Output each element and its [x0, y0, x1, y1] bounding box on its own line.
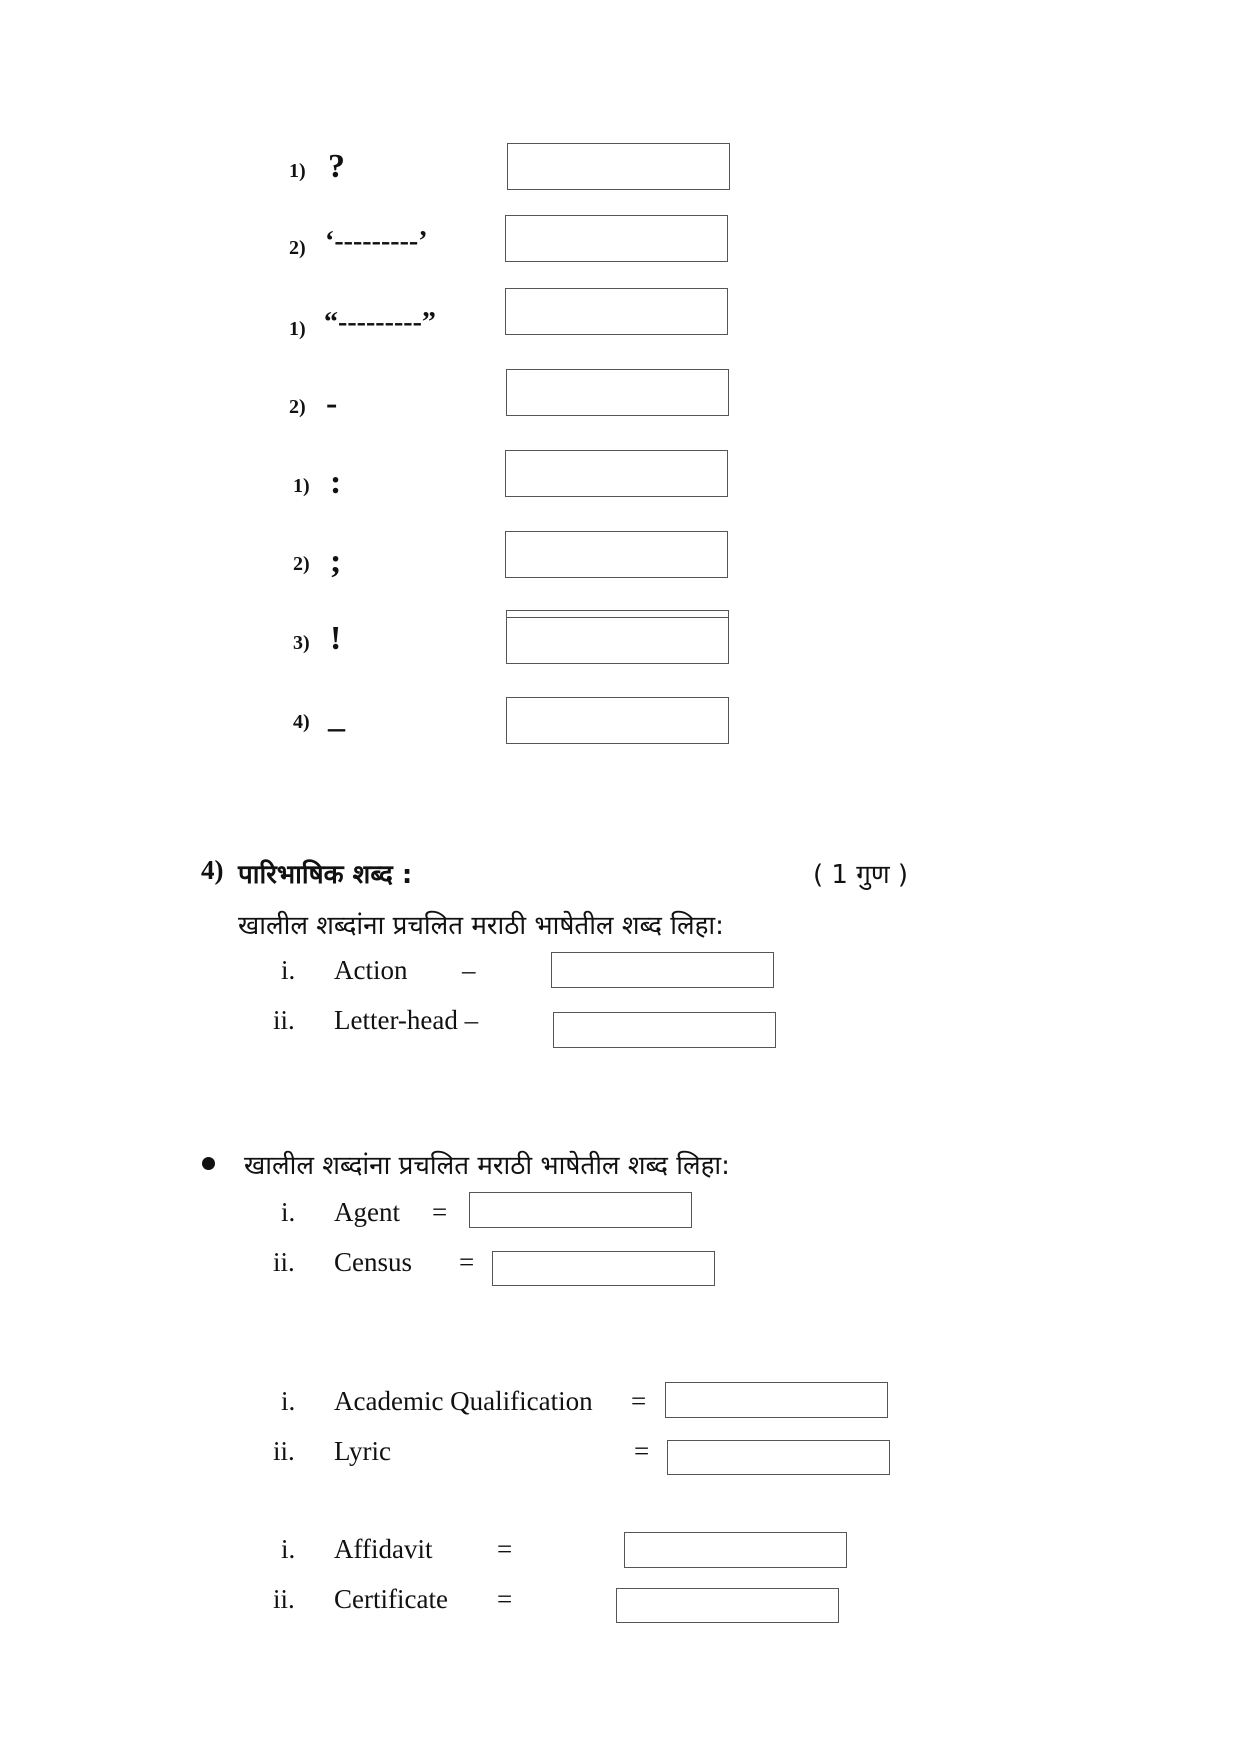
term-label: Certificate	[334, 1584, 448, 1614]
punct-symbol: !	[330, 620, 342, 657]
punct-number: 4)	[293, 711, 310, 733]
term-number: i.	[281, 1534, 296, 1564]
term-number: i.	[281, 1386, 296, 1416]
term-separator: =	[459, 1247, 475, 1277]
punct-number: 1)	[289, 160, 306, 182]
term-label: Academic Qualification	[334, 1386, 593, 1416]
answer-box[interactable]	[616, 1588, 839, 1623]
term-number: ii.	[273, 1584, 295, 1614]
punct-number: 3)	[293, 632, 310, 654]
term-separator: =	[432, 1197, 448, 1227]
punct-number: 2)	[293, 553, 310, 575]
term-number: ii.	[273, 1247, 295, 1277]
punct-symbol: _	[328, 698, 345, 735]
punct-symbol: -	[326, 385, 338, 422]
term-label: Census	[334, 1247, 413, 1277]
term-number: i.	[281, 1197, 296, 1227]
punct-symbol: ;	[330, 543, 342, 580]
punct-symbol: ‘---------’	[325, 226, 428, 257]
term-separator: =	[631, 1386, 647, 1416]
answer-box[interactable]	[551, 952, 774, 988]
term-label: Agent	[334, 1197, 400, 1227]
answer-box[interactable]	[505, 531, 728, 578]
term-separator: =	[497, 1584, 513, 1614]
term-label: Affidavit	[334, 1534, 433, 1564]
punct-number: 1)	[289, 318, 306, 340]
answer-box[interactable]	[505, 450, 728, 497]
punct-number: 2)	[289, 396, 306, 418]
punct-number: 2)	[289, 237, 306, 259]
answer-box[interactable]	[492, 1251, 715, 1286]
section-marks: ( 1 गुण )	[813, 860, 909, 890]
term-number: ii.	[273, 1436, 295, 1466]
term-label: Letter-head –	[334, 1005, 479, 1035]
section-title: पारिभाषिक शब्द :	[238, 860, 413, 890]
answer-box[interactable]	[506, 697, 729, 744]
punct-symbol: ?	[328, 148, 345, 185]
answer-box[interactable]	[553, 1012, 776, 1048]
term-number: ii.	[273, 1005, 295, 1035]
punct-symbol: “---------”	[324, 307, 436, 338]
answer-box[interactable]	[507, 143, 730, 190]
section-instruction: खालील शब्दांना प्रचलित मराठी भाषेतील शब्द लिहा:	[238, 911, 724, 941]
answer-box[interactable]	[506, 369, 729, 416]
answer-box[interactable]	[667, 1440, 890, 1475]
bullet	[202, 1157, 215, 1170]
answer-box[interactable]	[665, 1382, 888, 1418]
answer-box[interactable]	[505, 215, 728, 262]
term-label: Action	[334, 955, 408, 985]
punct-number: 1)	[293, 475, 310, 497]
answer-box[interactable]	[505, 288, 728, 335]
answer-box[interactable]	[624, 1532, 847, 1568]
punct-symbol: :	[330, 464, 342, 501]
term-label: Lyric	[334, 1436, 391, 1466]
term-separator: =	[634, 1436, 650, 1466]
term-separator: =	[497, 1534, 513, 1564]
answer-box[interactable]	[506, 617, 729, 664]
term-separator: –	[462, 955, 476, 985]
section-number: 4)	[201, 855, 224, 885]
term-number: i.	[281, 955, 296, 985]
bullet-instruction: खालील शब्दांना प्रचलित मराठी भाषेतील शब्द लिहा:	[244, 1151, 730, 1181]
answer-box[interactable]	[469, 1192, 692, 1228]
